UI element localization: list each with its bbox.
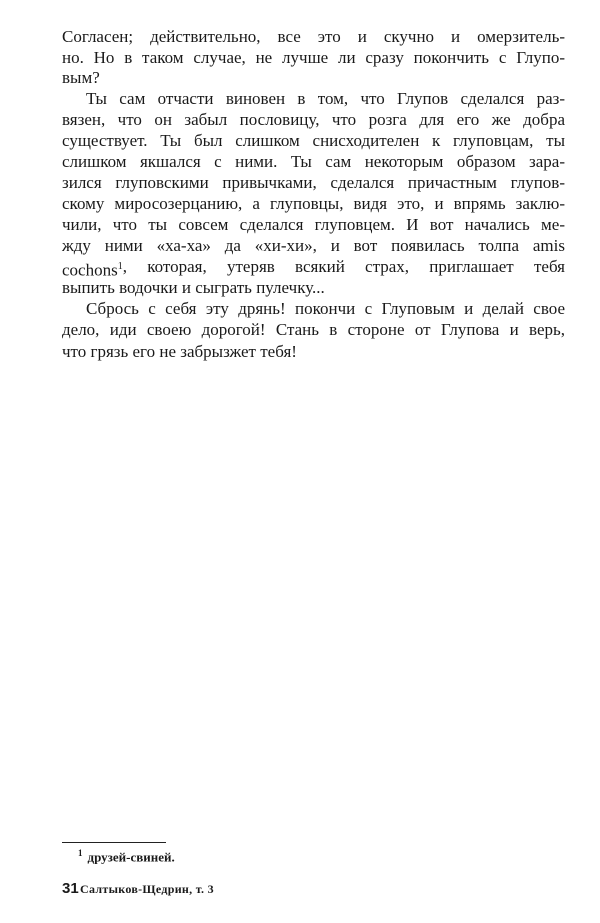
text-line: чили, что ты совсем сделался глуповцем. И вот начались ме- (62, 215, 565, 234)
text-line: выпить водочки и сыграть пулечку... (62, 278, 325, 297)
text-line: вязен, что он забыл пословицу, что розга для его же добра (62, 110, 565, 129)
text-fragment: , которая, утеряв всякий страх, приглашает тебя (122, 257, 565, 276)
text-fragment: cochons (62, 260, 118, 280)
text-line: дело, иди своею дорогой! Стань в стороне от Глупова и верь, (62, 320, 565, 339)
text-line: слишком якшался с ними. Ты сам некоторым образом зара- (62, 152, 565, 171)
text-line: скому миросозерцанию, а глуповцы, видя это, и впрямь заклю- (62, 194, 565, 213)
text-line: что грязь его не забрызжет тебя! (62, 342, 297, 361)
footnote (78, 848, 175, 865)
text-line: вым? (62, 68, 100, 87)
text-line: существует. Ты был слишком снисходителен к глуповцам, ты (62, 131, 565, 150)
text-line: Ты сам отчасти виновен в том, что Глупов сделался раз- (86, 89, 565, 108)
text-line: жду ними «ха-ха» да «хи-хи», и вот появилась толпа amis (62, 236, 565, 255)
text-line: но. Но в таком случае, не лучше ли сразу покончить с Глупо- (62, 48, 565, 67)
footnote-ref: 1 (117, 261, 123, 272)
page-number: 31 (62, 880, 79, 897)
text-line: зился глуповскими привычками, сделался причастным глупов- (62, 173, 565, 192)
footnote-divider (62, 842, 166, 843)
signature-mark: Салтыков-Щедрин, т. 3 (80, 882, 214, 896)
footnote-text: друзей-свиней. (87, 849, 175, 865)
footnote-marker: 1 (78, 848, 83, 858)
text-line: Согласен; действительно, все это и скучно и омерзитель- (62, 27, 565, 46)
text-line: Сбрось с себя эту дрянь! покончи с Глуповым и делай свое (86, 299, 565, 318)
